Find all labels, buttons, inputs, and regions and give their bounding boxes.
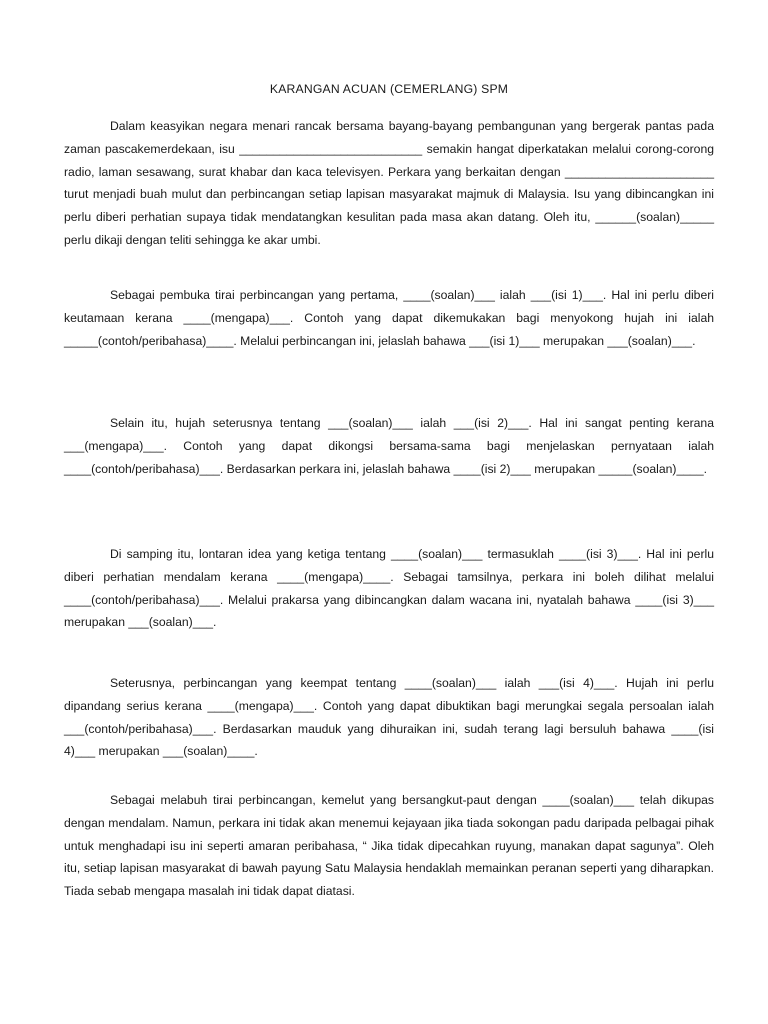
paragraph-point-1: Sebagai pembuka tirai perbincangan yang pertama, ____(soalan)___ ialah ___(isi 1)___. Hal ini perlu diberi keutamaan kerana ____(mengapa)___. Contoh yang dapat dikemukakan bagi menyokong hujah ini ialah _____(contoh/peribahasa)____. Melalui perbincangan ini, jelaslah bahawa ___(isi 1)___ merupakan ___(soalan)___. <box>64 288 714 348</box>
paragraph-point-4: Seterusnya, perbincangan yang keempat tentang ____(soalan)___ ialah ___(isi 4)___. Hujah ini perlu dipandang serius kerana ____(mengapa)___. Contoh yang dapat dibuktikan bagi merungkai segala persoalan ialah ___(contoh/peribahasa)___. Berdasarkan mauduk yang dihuraikan ini, sudah terang lagi bersuluh bahawa ____(isi 4)___ merupakan ___(soalan)____. <box>64 676 714 759</box>
document-page <box>64 0 714 1024</box>
document-title: KARANGAN ACUAN (CEMERLANG) SPM <box>269 82 509 96</box>
paragraph-point-2: Selain itu, hujah seterusnya tentang ___(soalan)___ ialah ___(isi 2)___. Hal ini sangat penting kerana ___(mengapa)___. Contoh yang dapat dikongsi bersama-sama bagi menjelaskan pernyataan ialah ____(contoh/peribahasa)___. Berdasarkan perkara ini, jelaslah bahawa ____(isi 2)___ merupakan _____(soalan)____. <box>64 416 714 476</box>
paragraph-point-3: Di samping itu, lontaran idea yang ketiga tentang ____(soalan)___ termasuklah ____(isi 3)___. Hal ini perlu diberi perhatian mendalam kerana ____(mengapa)____. Sebagai tamsilnya, perkara ini boleh dilihat melalui ____(contoh/peribahasa)___. Melalui prakarsa yang dibincangkan dalam wacana ini, nyatalah bahawa ____(isi 3)___ merupakan ___(soalan)___. <box>64 547 714 630</box>
paragraph-conclusion: Sebagai melabuh tirai perbincangan, kemelut yang bersangkut-paut dengan ____(soalan)___ telah dikupas dengan mendalam. Namun, perkara ini tidak akan menemui kejayaan jika tiada sokongan padu daripada pelbagai pihak untuk menghadapi isu ini seperti amaran peribahasa, “ Jika tidak dipecahkan ruyung, manakan dapat sagunya”. Oleh itu, setiap lapisan masyarakat di bawah payung Satu Malaysia hendaklah memainkan peranan seperti yang diharapkan. Tiada sebab mengapa masalah ini tidak dapat diatasi. <box>64 793 714 899</box>
paragraph-introduction: Dalam keasyikan negara menari rancak bersama bayang-bayang pembangunan yang bergerak pantas pada zaman pascakemerdekaan, isu ___________________________ semakin hangat diperkatakan melalui corong-corong radio, laman sesawang, surat khabar dan kaca televisyen. Perkara yang berkaitan dengan ______________________ turut menjadi buah mulut dan perbincangan setiap lapisan masyarakat majmuk di Malaysia. Isu yang dibincangkan ini perlu diberi perhatian supaya tidak mendatangkan kesulitan pada masa akan datang. Oleh itu, ______(soalan)_____ perlu dikaji dengan teliti sehingga ke akar umbi. <box>64 119 714 247</box>
